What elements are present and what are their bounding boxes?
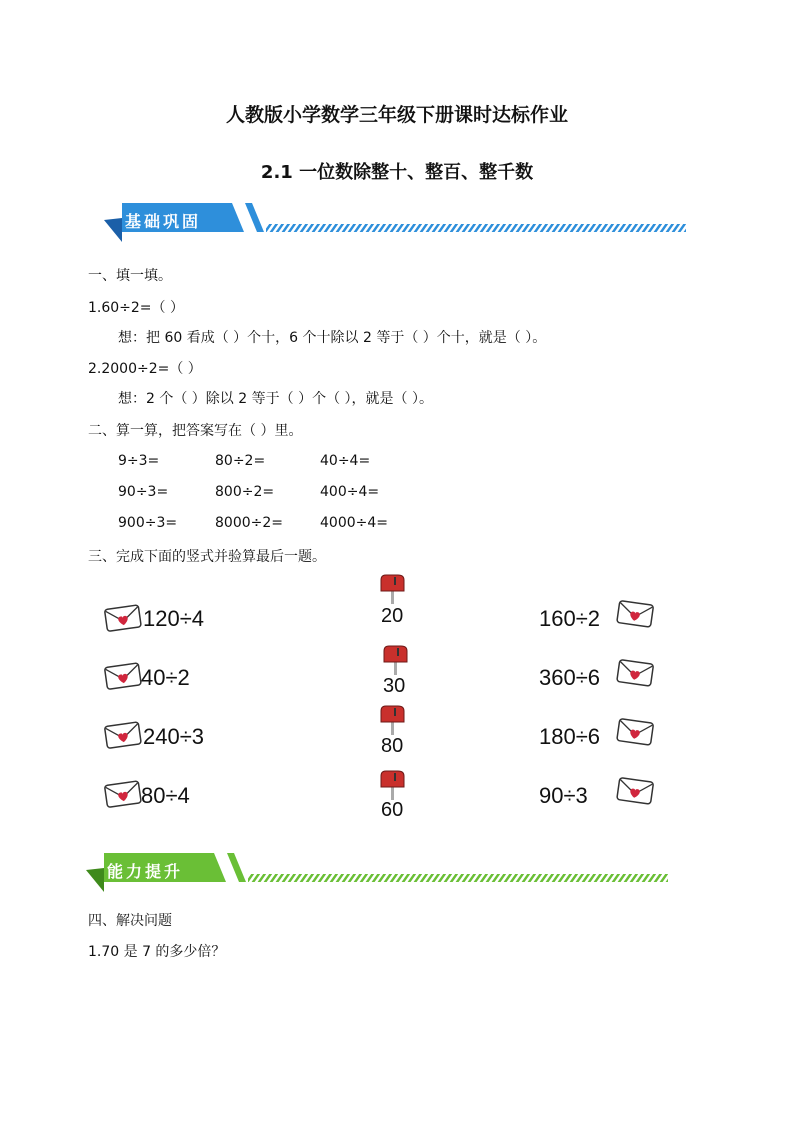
section1-q2: 2.2000÷2=（ ）	[88, 361, 202, 377]
calc-item: 90÷3=	[118, 484, 169, 500]
mailbox-number: 20	[381, 605, 404, 627]
mailbox-icon	[378, 574, 408, 604]
calc-item: 80÷2=	[215, 453, 266, 469]
left-expression: 120÷4	[143, 606, 205, 631]
calc-item: 9÷3=	[118, 453, 160, 469]
mailbox-icon	[378, 705, 408, 735]
banner-advanced-label: 能力提升	[107, 862, 184, 881]
envelope-icon	[104, 604, 144, 634]
envelope-icon	[616, 718, 656, 748]
left-expression: 80÷4	[141, 783, 190, 808]
envelope-icon	[104, 721, 144, 751]
section4-q1: 1.70 是 7 的多少倍？	[88, 944, 226, 960]
section1-heading: 一、填一填。	[88, 268, 172, 284]
right-expression: 160÷2	[539, 606, 601, 631]
right-expression: 180÷6	[539, 724, 601, 749]
right-expression: 360÷6	[539, 665, 601, 690]
right-expression: 90÷3	[539, 783, 588, 808]
section1-q1-hint: 想：把 60 看成（ ）个十，6 个十除以 2 等于（ ）个十，就是（ ）。	[118, 330, 547, 346]
calc-item: 4000÷4=	[320, 515, 388, 531]
mailbox-icon	[381, 645, 411, 675]
envelope-icon	[616, 777, 656, 807]
section2-heading: 二、算一算，把答案写在（ ）里。	[88, 423, 303, 439]
mailbox-number: 60	[381, 799, 404, 821]
section1-q2-hint: 想：2 个（ ）除以 2 等于（ ）个（ ），就是（ ）。	[118, 391, 433, 407]
section3-heading: 三、完成下面的竖式并验算最后一题。	[88, 549, 326, 565]
section1-q1: 1.60÷2=（ ）	[88, 300, 184, 316]
page-title: 人教版小学数学三年级下册课时达标作业	[225, 104, 568, 126]
calc-item: 900÷3=	[118, 515, 178, 531]
left-expression: 240÷3	[143, 724, 205, 749]
calc-item: 400÷4=	[320, 484, 380, 500]
mailbox-number: 30	[383, 675, 406, 697]
banner-basic-label: 基础巩固	[125, 212, 202, 231]
calc-item: 800÷2=	[215, 484, 275, 500]
mailbox-number: 80	[381, 735, 404, 757]
envelope-icon	[616, 659, 656, 689]
lesson-subtitle: 2.1 一位数除整十、整百、整千数	[260, 162, 534, 183]
calc-item: 8000÷2=	[215, 515, 283, 531]
section4-heading: 四、解决问题	[88, 913, 172, 929]
envelope-icon	[104, 780, 144, 810]
envelope-icon	[616, 600, 656, 630]
left-expression: 40÷2	[141, 665, 190, 690]
mailbox-icon	[378, 770, 408, 800]
calc-item: 40÷4=	[320, 453, 371, 469]
envelope-icon	[104, 662, 144, 692]
